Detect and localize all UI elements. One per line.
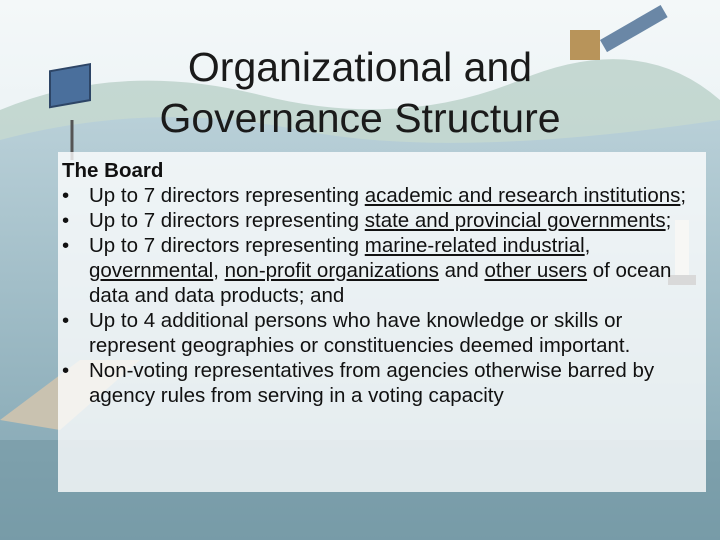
list-item	[62, 308, 702, 358]
bullet-text: Up to 7 directors representing	[89, 234, 365, 257]
list-item	[62, 233, 702, 308]
bullet-icon: •	[62, 309, 70, 332]
bullet-text: Non-voting representatives from agencies otherwise barred by agency rules from serving in a voting capacity	[89, 359, 655, 407]
separator-text: ,	[213, 259, 225, 282]
section-heading: The Board	[62, 159, 164, 182]
bullet-text: Up to 4 additional persons who have knowledge or skills or represent geographies or constituencies deemed important.	[89, 309, 631, 357]
underlined-phrase: marine-related industrial	[364, 234, 585, 257]
bullet-icon: •	[62, 184, 70, 207]
bullet-text: ;	[665, 209, 672, 232]
underlined-phrase: governmental	[89, 259, 214, 282]
list-item	[62, 208, 702, 233]
underlined-phrase: academic and research institutions	[364, 184, 681, 207]
bullet-icon: •	[62, 234, 70, 257]
bullet-icon: •	[62, 359, 70, 382]
list-item	[62, 183, 702, 208]
underlined-phrase: other users	[484, 259, 588, 282]
separator-text: and	[438, 259, 485, 282]
content-panel	[58, 152, 706, 492]
bullet-icon: •	[62, 209, 70, 232]
bullet-list	[62, 183, 702, 408]
list-item	[62, 358, 702, 408]
underlined-phrase: non-profit organizations	[224, 259, 439, 282]
title-line-1: Organizational and	[187, 44, 533, 90]
title-line-2: Governance Structure	[159, 95, 561, 141]
bullet-text: of ocean data and data products; and	[89, 259, 672, 307]
body-text	[62, 158, 702, 408]
bullet-text: Up to 7 directors representing	[89, 209, 365, 232]
page-title	[60, 42, 660, 144]
separator-text: ,	[584, 234, 591, 257]
bullet-text: ;	[680, 184, 687, 207]
underlined-phrase: state and provincial governments	[364, 209, 666, 232]
bullet-text: Up to 7 directors representing	[89, 184, 365, 207]
